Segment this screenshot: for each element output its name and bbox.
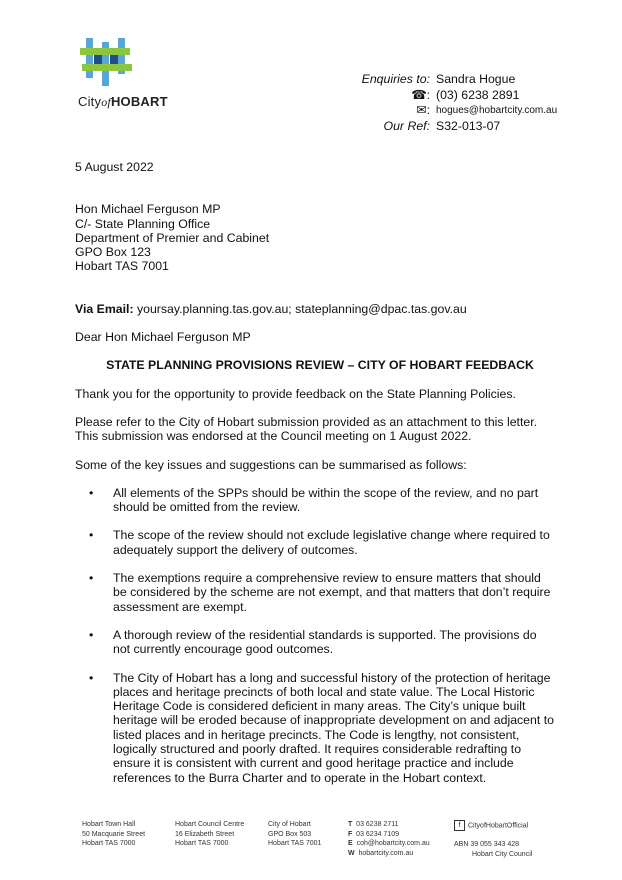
list-item: • The exemptions require a comprehensive review to ensure matters that should be considered by the scheme are not exempt, and that matters that don’t require assessment are exempt. <box>89 571 551 614</box>
footer-abn: ABN 39 055 343 428 <box>454 841 519 848</box>
email-address[interactable]: hogues@hobartcity.com.au <box>436 105 558 116</box>
ref-number: S32-013-07 <box>436 118 501 133</box>
address-line: Hobart TAS 7001 <box>75 259 169 274</box>
footer-abn-sub: Hobart City Council <box>472 850 533 858</box>
contact-web: W hobartcity.com.au <box>348 849 414 857</box>
paragraph-submission: Please refer to the City of Hobart submission provided as an attachment to this letter. This submission was endorsed at the Council meeting on 1 August 2022. <box>75 414 538 444</box>
enquiries-block <box>330 72 557 134</box>
salutation: Dear Hon Michael Ferguson MP <box>75 330 251 345</box>
address-line: Hon Michael Ferguson MP <box>75 202 221 217</box>
list-item: • All elements of the SPPs should be within the scope of the review, and no part should be omitted from the review. <box>89 485 539 515</box>
footer-social <box>454 820 532 859</box>
bullet-icon: • <box>89 670 94 685</box>
list-item: • A thorough review of the residential standards is supported. The provisions do not currently encourage good outcomes. <box>89 627 537 657</box>
footer-postal: City of Hobart GPO Box 503 Hobart TAS 7001 <box>268 821 322 847</box>
paragraph-summary-intro: Some of the key issues and suggestions can be summarised as follows: <box>75 457 467 472</box>
letter-heading: STATE PLANNING PROVISIONS REVIEW – CITY OF HOBART FEEDBACK <box>106 358 534 373</box>
paragraph-thanks: Thank you for the opportunity to provide feedback on the State Planning Policies. <box>75 386 516 401</box>
facebook-icon: f <box>454 820 465 831</box>
footer-contacts <box>348 820 430 858</box>
bullet-icon: • <box>89 528 94 543</box>
enquiries-name: Sandra Hogue <box>436 72 516 86</box>
issues-list <box>75 486 555 785</box>
footer-town-hall: Hobart Town Hall 50 Macquarie Street Hobart TAS 7000 <box>82 821 146 847</box>
logo-wordmark-name: HOBART <box>110 94 168 109</box>
bullet-icon: • <box>89 571 94 586</box>
phone-icon: ☎: <box>411 87 430 102</box>
via-email-value[interactable]: yoursay.planning.tas.gov.au; stateplanning@dpac.tas.gov.au <box>133 301 467 316</box>
address-line: GPO Box 123 <box>75 245 151 260</box>
letter-body <box>75 160 555 799</box>
ref-label: Our Ref: <box>383 118 430 133</box>
recipient-address <box>75 202 555 273</box>
enquiries-label: Enquiries to: <box>361 72 430 86</box>
contact-fax: F 03 6234 7109 <box>348 830 399 838</box>
bullet-icon: • <box>89 485 94 500</box>
bullet-icon: • <box>89 627 94 642</box>
via-email-label: Via Email: <box>75 301 134 316</box>
logo-wordmark: CityofHOBART <box>78 94 168 109</box>
list-item: • The scope of the review should not exclude legislative change where required to adequately support the delivery of outcomes. <box>89 528 550 557</box>
footer-facebook[interactable]: f CityofHobartOfficial <box>454 820 532 831</box>
hobart-grid-logo-icon <box>80 38 132 86</box>
address-line: C/- State Planning Office <box>75 216 211 231</box>
contact-phone: T 03 6238 2711 <box>348 821 399 828</box>
footer-council-centre: Hobart Council Centre 16 Elizabeth Street Hobart TAS 7000 <box>175 821 245 847</box>
list-item: • The City of Hobart has a long and successful history of the protection of heritage places and heritage precincts of both local and state value. The Local Historic Heritage Code is considered deficient in many areas. The City’s unique built heritage will be eroded because of inappropriate development on and adjacent to listed places and in heritage precincts. The Code is lengthy, not consistent, logically structured and poorly drafted. It requires considerable redrafting to ensure it is consistent with current and good heritage practice and include references to the Burra Charter and to operate in the Hobart context. <box>89 670 554 785</box>
phone-number: (03) 6238 2891 <box>436 87 520 102</box>
letter-date: 5 August 2022 <box>75 160 154 174</box>
city-of-hobart-logo <box>78 38 168 110</box>
contact-email: E coh@hobartcity.com.au <box>348 840 430 847</box>
email-icon: ✉: <box>416 103 430 117</box>
address-line: Department of Premier and Cabinet <box>75 230 270 245</box>
via-email-line <box>75 302 555 316</box>
